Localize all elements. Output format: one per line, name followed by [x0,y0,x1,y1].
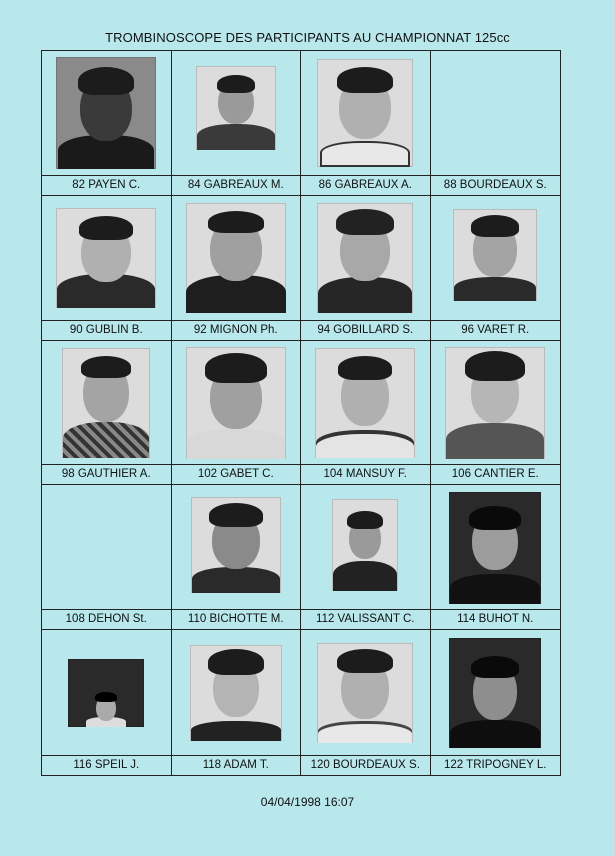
participant-caption: 106 CANTIER E. [431,464,561,484]
participant-photo [186,347,286,459]
participant-caption: 90 GUBLIN B. [42,320,171,340]
participant-photo [445,347,545,459]
participant-photo [317,643,413,743]
participant-caption: 96 VARET R. [431,320,561,340]
participant-caption: 114 BUHOT N. [431,609,561,629]
participant-cell [431,196,561,341]
participant-cell [42,51,172,196]
participant-photo [317,59,413,167]
participant-photo [449,638,541,748]
participant-caption: 94 GOBILLARD S. [301,320,430,340]
participant-grid [41,50,561,776]
participant-caption: 110 BICHOTTE M. [172,609,301,629]
participant-photo [315,348,415,458]
participant-caption: 98 GAUTHIER A. [42,464,171,484]
participant-cell [172,341,302,486]
participant-photo [62,348,150,458]
participant-cell [42,341,172,486]
participant-photo [196,66,276,150]
participant-cell [172,630,302,775]
participant-caption: 108 DEHON St. [42,609,171,629]
participant-caption: 86 GABREAUX A. [301,175,430,195]
participant-caption: 118 ADAM T. [172,755,301,775]
participant-caption: 120 BOURDEAUX S. [301,755,430,775]
participant-cell [172,51,302,196]
participant-photo [56,57,156,169]
participant-caption: 122 TRIPOGNEY L. [431,755,561,775]
participant-cell [301,485,431,630]
participant-cell [431,485,561,630]
participant-cell [431,51,561,196]
participant-cell [431,341,561,486]
participant-photo-placeholder [56,494,156,602]
participant-photo [68,659,144,727]
participant-photo [186,203,286,313]
participant-photo [332,499,398,591]
participant-photo [453,209,537,301]
participant-cell [301,630,431,775]
participant-photo [56,208,156,308]
participant-caption: 82 PAYEN C. [42,175,171,195]
participant-photo-placeholder [445,59,545,167]
participant-cell [172,196,302,341]
page-title: TROMBINOSCOPE DES PARTICIPANTS AU CHAMPIONNAT 125cc [105,30,510,45]
participant-photo [191,497,281,593]
participant-cell [301,51,431,196]
participant-cell [301,341,431,486]
print-timestamp: 04/04/1998 16:07 [260,795,355,809]
participant-cell [42,630,172,775]
participant-photo [317,203,413,313]
participant-photo [449,492,541,604]
participant-caption: 102 GABET C. [172,464,301,484]
participant-cell [172,485,302,630]
participant-caption: 88 BOURDEAUX S. [431,175,561,195]
participant-caption: 116 SPEIL J. [42,755,171,775]
participant-caption: 112 VALISSANT C. [301,609,430,629]
participant-cell [301,196,431,341]
participant-cell [42,196,172,341]
participant-cell [42,485,172,630]
participant-cell [431,630,561,775]
participant-caption: 84 GABREAUX M. [172,175,301,195]
participant-photo [190,645,282,741]
participant-caption: 92 MIGNON Ph. [172,320,301,340]
participant-caption: 104 MANSUY F. [301,464,430,484]
